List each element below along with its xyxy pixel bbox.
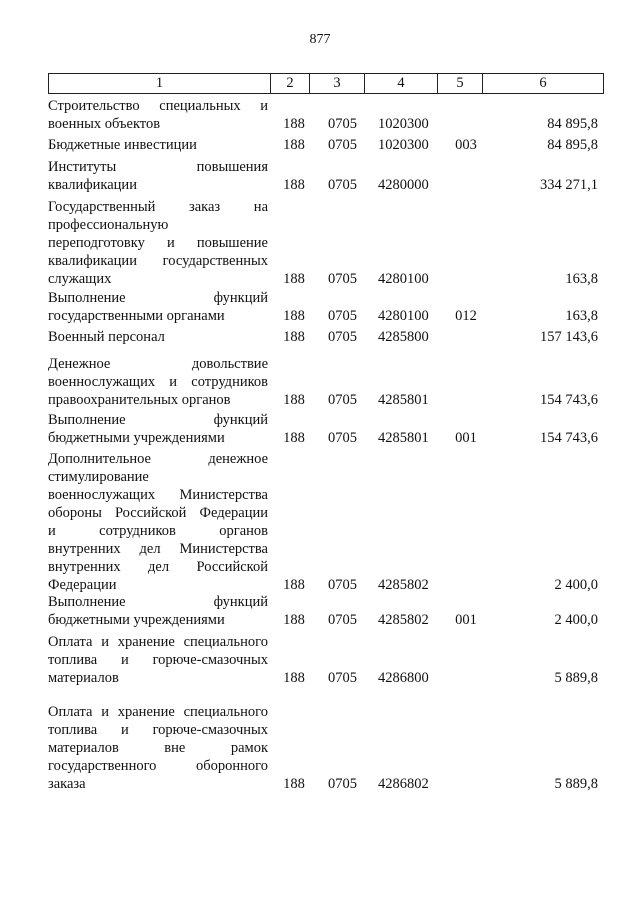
- description-line: Оплата и хранение специального: [48, 634, 268, 650]
- cell-c2: 188: [283, 392, 305, 408]
- description-line: квалификации: [48, 177, 137, 193]
- cell-c3: 0705: [328, 430, 357, 446]
- table-row: [48, 633, 600, 687]
- table-row: [48, 450, 600, 594]
- cell-c2: 188: [283, 137, 305, 153]
- row-description: [48, 198, 268, 288]
- header-col-4: 4: [365, 74, 438, 93]
- cell-c4: 4280100: [378, 308, 429, 324]
- row-description: [48, 450, 268, 594]
- cell-c2: 188: [283, 329, 305, 345]
- description-line: Денежное довольствие: [48, 356, 268, 372]
- cell-c3: 0705: [328, 392, 357, 408]
- description-line: Государственный заказ на: [48, 199, 268, 215]
- row-description: [48, 158, 268, 194]
- row-description: [48, 703, 268, 793]
- description-line: военнослужащих и сотрудников: [48, 374, 268, 390]
- row-description: [48, 97, 268, 133]
- cell-c5: 012: [455, 308, 477, 324]
- cell-c4: 4285801: [378, 430, 429, 446]
- description-line: государственными органами: [48, 308, 225, 324]
- description-line: профессиональную: [48, 217, 169, 233]
- cell-c5: 003: [455, 137, 477, 153]
- cell-c5: [446, 328, 486, 346]
- description-line: Выполнение функций: [48, 412, 268, 428]
- cell-c6: 5 889,8: [554, 776, 598, 792]
- description-line: Дополнительное денежное: [48, 451, 268, 467]
- description-line: Выполнение функций: [48, 290, 268, 306]
- row-description: [48, 328, 268, 346]
- table-row: [48, 97, 600, 133]
- description-line: государственного оборонного: [48, 758, 268, 774]
- cell-c4: 4285801: [378, 392, 429, 408]
- description-line: материалов вне рамок: [48, 740, 268, 756]
- description-line: заказа: [48, 776, 86, 792]
- cell-c2: 188: [283, 271, 305, 287]
- description-line: Военный персонал: [48, 329, 165, 345]
- cell-c5: [446, 391, 486, 409]
- cell-c2: 188: [283, 776, 305, 792]
- cell-c6: 163,8: [565, 271, 598, 287]
- description-line: квалификации государственных: [48, 253, 268, 269]
- description-line: материалов: [48, 670, 119, 686]
- header-col-3: 3: [310, 74, 365, 93]
- description-line: переподготовку и повышение: [48, 235, 268, 251]
- cell-c3: 0705: [328, 271, 357, 287]
- cell-c6: 157 143,6: [540, 329, 598, 345]
- cell-c2: 188: [283, 308, 305, 324]
- row-description: [48, 136, 268, 154]
- cell-c3: 0705: [328, 116, 357, 132]
- table-row: [48, 355, 600, 409]
- cell-c2: 188: [283, 577, 305, 593]
- description-line: Выполнение функций: [48, 594, 268, 610]
- table-header: [48, 73, 604, 94]
- description-line: Строительство специальных и: [48, 98, 268, 114]
- cell-c6: 163,8: [565, 308, 598, 324]
- description-line: Оплата и хранение специального: [48, 704, 268, 720]
- cell-c4: 4286800: [378, 670, 429, 686]
- cell-c3: 0705: [328, 137, 357, 153]
- description-line: Бюджетные инвестиции: [48, 137, 197, 153]
- cell-c6: 84 895,8: [547, 116, 598, 132]
- cell-c5: [446, 115, 486, 133]
- cell-c3: 0705: [328, 308, 357, 324]
- cell-c4: 4286802: [378, 776, 429, 792]
- row-description: [48, 593, 268, 629]
- cell-c4: 1020300: [378, 116, 429, 132]
- cell-c3: 0705: [328, 612, 357, 628]
- row-description: [48, 633, 268, 687]
- table-row: [48, 198, 600, 288]
- cell-c3: 0705: [328, 670, 357, 686]
- cell-c6: 84 895,8: [547, 137, 598, 153]
- description-line: и сотрудников органов: [48, 523, 268, 539]
- cell-c5: [446, 669, 486, 687]
- page-number: 877: [309, 32, 331, 47]
- row-description: [48, 355, 268, 409]
- description-line: Институты повышения: [48, 159, 268, 175]
- cell-c4: 4285800: [378, 329, 429, 345]
- cell-c2: 188: [283, 430, 305, 446]
- cell-c5: 001: [455, 612, 477, 628]
- cell-c5: [446, 576, 486, 594]
- header-col-2: 2: [271, 74, 310, 93]
- cell-c4: 4285802: [378, 577, 429, 593]
- table-row: [48, 703, 600, 793]
- row-description: [48, 411, 268, 447]
- cell-c6: 2 400,0: [554, 577, 598, 593]
- description-line: внутренних дел Министерства: [48, 541, 268, 557]
- description-line: стимулирование: [48, 469, 149, 485]
- cell-c5: [446, 270, 486, 288]
- cell-c4: 1020300: [378, 137, 429, 153]
- cell-c3: 0705: [328, 776, 357, 792]
- header-col-5: 5: [438, 74, 483, 93]
- table-row: [48, 328, 600, 346]
- cell-c2: 188: [283, 177, 305, 193]
- cell-c6: 154 743,6: [540, 392, 598, 408]
- description-line: топлива и горюче-смазочных: [48, 652, 268, 668]
- header-col-6: 6: [539, 75, 547, 91]
- cell-c6: 154 743,6: [540, 430, 598, 446]
- cell-c3: 0705: [328, 329, 357, 345]
- table-row: [48, 593, 600, 629]
- cell-c5: 001: [455, 430, 477, 446]
- table-row: [48, 289, 600, 325]
- cell-c5: [446, 176, 486, 194]
- cell-c4: 4285802: [378, 612, 429, 628]
- header-col-1: 1: [49, 74, 271, 93]
- cell-c3: 0705: [328, 577, 357, 593]
- cell-c6: 2 400,0: [554, 612, 598, 628]
- cell-c2: 188: [283, 612, 305, 628]
- cell-c2: 188: [283, 670, 305, 686]
- description-line: внутренних дел Российской: [48, 559, 268, 575]
- row-description: [48, 289, 268, 325]
- table-row: [48, 411, 600, 447]
- cell-c3: 0705: [328, 177, 357, 193]
- cell-c4: 4280000: [378, 177, 429, 193]
- description-line: служащих: [48, 271, 112, 287]
- description-line: военных объектов: [48, 116, 161, 132]
- cell-c6: 5 889,8: [554, 670, 598, 686]
- description-line: бюджетными учреждениями: [48, 612, 225, 628]
- cell-c6: 334 271,1: [540, 177, 598, 193]
- description-line: обороны Российской Федерации: [48, 505, 268, 521]
- description-line: Федерации: [48, 577, 117, 593]
- cell-c4: 4280100: [378, 271, 429, 287]
- description-line: бюджетными учреждениями: [48, 430, 225, 446]
- description-line: топлива и горюче-смазочных: [48, 722, 268, 738]
- description-line: военнослужащих Министерства: [48, 487, 268, 503]
- cell-c2: 188: [283, 116, 305, 132]
- description-line: правоохранительных органов: [48, 392, 231, 408]
- table-row: [48, 158, 600, 194]
- cell-c5: [446, 775, 486, 793]
- table-row: [48, 136, 600, 154]
